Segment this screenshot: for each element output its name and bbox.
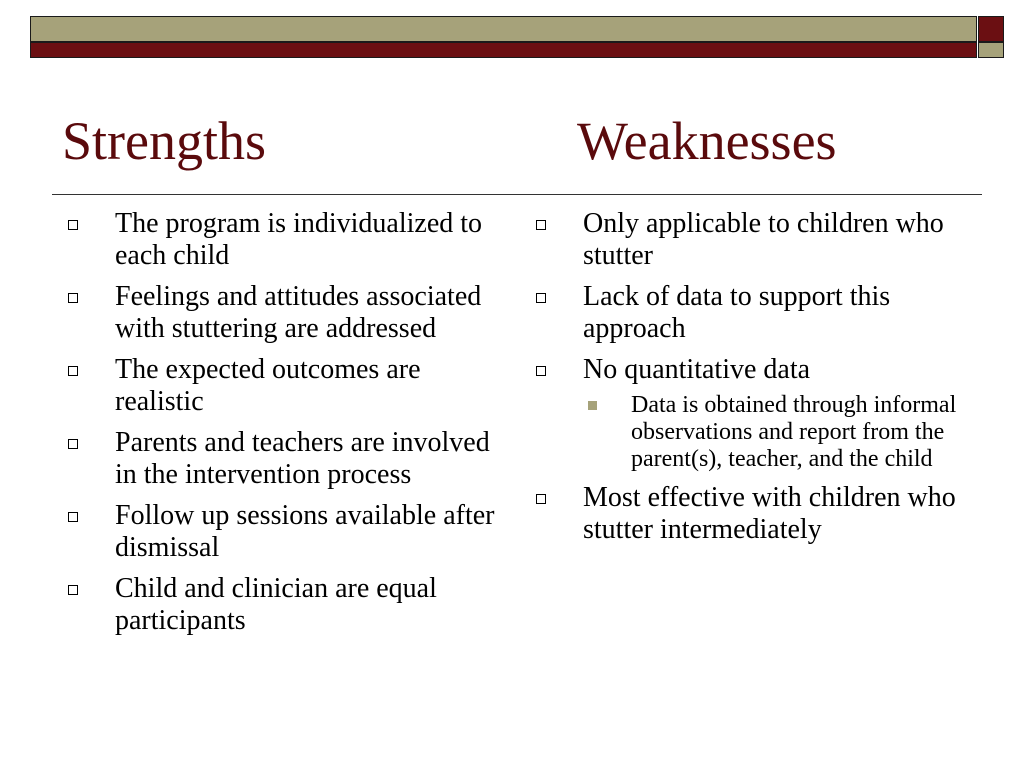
hollow-square-bullet-icon — [68, 293, 78, 303]
strength-text: Child and clinician are equal participants — [115, 573, 437, 636]
hollow-square-bullet-icon — [68, 585, 78, 595]
strength-text: The program is individualized to each child — [115, 208, 483, 271]
strengths-list — [62, 208, 502, 646]
strength-item — [62, 500, 502, 564]
strengths-title: Strengths — [62, 111, 267, 171]
weaknesses-list — [530, 208, 970, 555]
strength-text: Feelings and attitudes associated with stuttering are addressed — [115, 281, 482, 344]
strength-text: Parents and teachers are involved in the intervention process — [115, 427, 490, 490]
weakness-text: Most effective with children who stutter intermediately — [583, 482, 956, 545]
strength-item — [62, 573, 502, 637]
header-square-maroon — [978, 16, 1004, 42]
weakness-sublist — [583, 392, 970, 473]
filled-square-bullet-icon — [588, 401, 597, 410]
strength-item — [62, 208, 502, 272]
weakness-text: Only applicable to children who stutter — [583, 208, 944, 271]
weakness-subitem-text: Data is obtained through informal observations and report from the parent(s), teacher, and the child — [631, 392, 957, 472]
hollow-square-bullet-icon — [68, 512, 78, 522]
hollow-square-bullet-icon — [536, 494, 546, 504]
weaknesses-title: Weaknesses — [577, 111, 837, 171]
strength-item — [62, 281, 502, 345]
hollow-square-bullet-icon — [68, 366, 78, 376]
hollow-square-bullet-icon — [68, 220, 78, 230]
weakness-item — [530, 354, 970, 473]
strength-text: The expected outcomes are realistic — [115, 354, 421, 417]
hollow-square-bullet-icon — [536, 220, 546, 230]
weakness-text: Lack of data to support this approach — [583, 281, 891, 344]
strength-item — [62, 427, 502, 491]
weakness-item — [530, 208, 970, 272]
strength-text: Follow up sessions available after dismissal — [115, 500, 495, 563]
weakness-item — [530, 281, 970, 345]
weakness-item — [530, 482, 970, 546]
header-bar-olive — [30, 16, 977, 42]
header-bar-maroon — [30, 42, 977, 58]
header-square-olive — [978, 42, 1004, 58]
hollow-square-bullet-icon — [68, 439, 78, 449]
weakness-text: No quantitative data — [583, 354, 811, 385]
title-divider — [52, 194, 982, 195]
weakness-subitem — [583, 392, 970, 473]
hollow-square-bullet-icon — [536, 366, 546, 376]
strength-item — [62, 354, 502, 418]
hollow-square-bullet-icon — [536, 293, 546, 303]
